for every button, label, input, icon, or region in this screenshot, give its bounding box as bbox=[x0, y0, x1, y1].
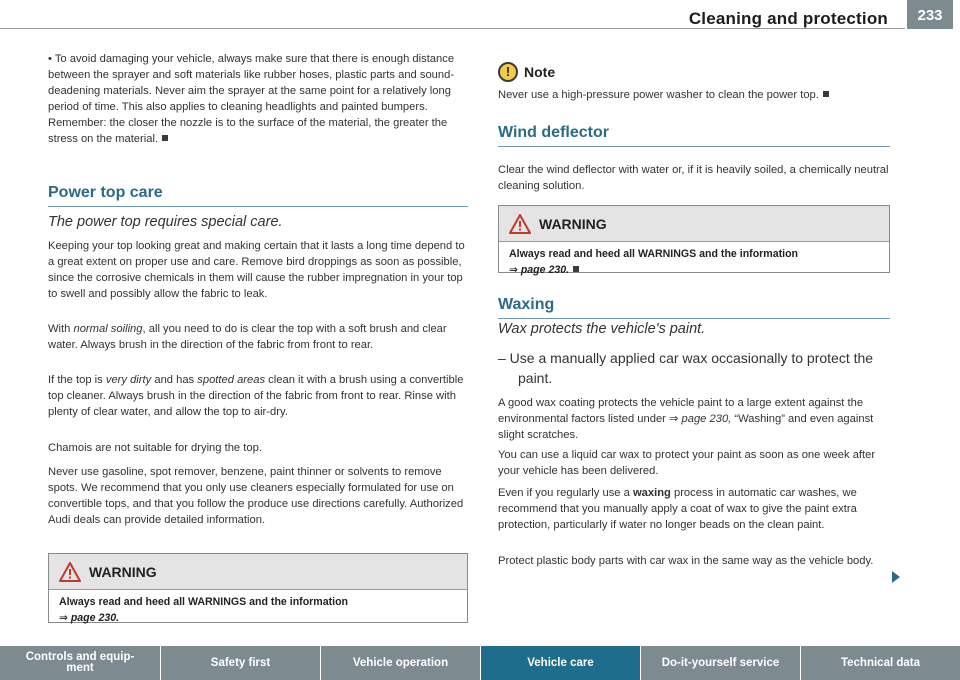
warning-title: WARNING bbox=[539, 215, 607, 232]
section-title: Power top care bbox=[48, 184, 163, 201]
end-mark bbox=[823, 91, 829, 97]
waxing-para-3: Even if you regularly use a waxing process in automatic car washes, we recommend that you manually apply a coat of wax to give the paint extra protection, particularly if water no longer beads on the clean paint. bbox=[498, 487, 857, 531]
section-rule bbox=[498, 146, 890, 147]
note-text: Never use a high-pressure power washer to clean the power top. bbox=[498, 87, 898, 103]
page-number: 233 bbox=[907, 0, 953, 29]
warning-body: Always read and heed all WARNINGS and the information ⇒ page 230. bbox=[509, 248, 799, 276]
tab-technical-data[interactable]: Technical data bbox=[840, 656, 921, 669]
waxing-instruction: – Use a manually applied car wax occasionally to protect the paint. bbox=[498, 350, 874, 386]
tab-vehicle-care[interactable]: Vehicle care bbox=[481, 646, 641, 680]
page-reference-link[interactable]: ⇒ page 230. bbox=[59, 612, 120, 624]
warning-header bbox=[49, 554, 467, 590]
waxing-para-2: You can use a liquid car wax to protect your paint as soon as one week after your vehicle has been delivered. bbox=[498, 449, 876, 477]
power-top-para-2: With normal soiling, all you need to do is clear the top with a soft brush and clear water. Always brush in the direction of the fabric from front to rear. bbox=[48, 323, 447, 351]
page-header bbox=[0, 0, 960, 34]
power-top-para-5: Never use gasoline, spot remover, benzene, paint thinner or solvents to remove spots. We recommend that you only use cleaners especially formulated for use on convertible tops, and that you follow the produce use directions carefully. Authorized Audi deals can provide detailed information. bbox=[48, 466, 464, 526]
power-top-para-4: Chamois are not suitable for drying the top. bbox=[48, 442, 262, 454]
section-power-top bbox=[48, 184, 468, 207]
footer-nav bbox=[0, 646, 960, 680]
note-title: Note bbox=[524, 64, 556, 80]
power-top-para-1: Keeping your top looking great and making certain that it lasts a long time depend to a great extent on proper use and care. Remove bird droppings as soon as possible, since the corrosive chemicals in them will cause the rubber impregnation in your top to swell and possibly allow the fabric to leak. bbox=[48, 240, 465, 300]
tab-safety-first[interactable]: Safety first bbox=[161, 646, 321, 680]
chapter-title: Cleaning and protection bbox=[688, 9, 888, 28]
page-reference-link[interactable]: ⇒ page 230. bbox=[509, 264, 570, 276]
header-rule bbox=[0, 28, 905, 29]
page-reference-link[interactable]: ⇒ page 230, bbox=[669, 413, 732, 425]
section-title: Waxing bbox=[498, 296, 555, 313]
power-top-para-3: If the top is very dirty and has spotted areas clean it with a brush using a convertible top cleaner. Always brush in the direction of the fabric from front to rear. Rinse with plenty of clear water, and allow the top to air-dry. bbox=[48, 374, 464, 418]
warning-header bbox=[499, 206, 889, 242]
section-rule bbox=[498, 318, 890, 319]
end-mark bbox=[162, 135, 168, 141]
tab-do-it-yourself-service[interactable]: Do-it-yourself service bbox=[641, 646, 801, 680]
next-page-arrow-icon[interactable] bbox=[892, 571, 900, 583]
section-waxing bbox=[498, 296, 890, 319]
waxing-para-1: A good wax coating protects the vehicle paint to a large extent against the environmental factors listed under ⇒ page 230, “Washing” and even against slight scratches. bbox=[498, 397, 874, 441]
section-wind-deflector bbox=[498, 124, 890, 147]
warning-triangle-icon bbox=[59, 562, 81, 582]
end-mark bbox=[573, 266, 579, 272]
section-title: Wind deflector bbox=[498, 124, 609, 141]
warning-body: Always read and heed all WARNINGS and the information ⇒ page 230. bbox=[49, 590, 467, 630]
note-header bbox=[498, 62, 555, 82]
wind-deflector-text: Clear the wind deflector with water or, if it is heavily soiled, a chemically neutral cleaning solution. bbox=[498, 164, 889, 192]
intro-paragraph: • To avoid damaging your vehicle, always make sure that there is enough distance between the sprayer and soft materials like rubber hoses, plastic parts and sound-deadening materials. Never aim the sprayer at the same point for a relatively long period of time. This also applies to cleaning headlights and painted bumpers. Remember: the closer the nozzle is to the surface of the material, the greater the stress on the material. bbox=[48, 53, 455, 145]
section-rule bbox=[48, 206, 468, 207]
waxing-para-4: Protect plastic body parts with car wax in the same way as the vehicle body. bbox=[498, 555, 874, 567]
section-subtitle: The power top requires special care. bbox=[48, 214, 283, 230]
warning-triangle-icon bbox=[509, 214, 531, 234]
tab-vehicle-operation[interactable]: Vehicle operation bbox=[321, 646, 481, 680]
tab-controls-and-equipment[interactable]: Controls and equip- ment bbox=[0, 646, 161, 680]
warning-box-left bbox=[48, 553, 468, 623]
waxing-subtitle: Wax protects the vehicle's paint. bbox=[498, 321, 706, 337]
note-exclamation-icon: ! bbox=[498, 62, 518, 82]
warning-box-right bbox=[498, 205, 890, 276]
warning-title: WARNING bbox=[89, 563, 157, 580]
